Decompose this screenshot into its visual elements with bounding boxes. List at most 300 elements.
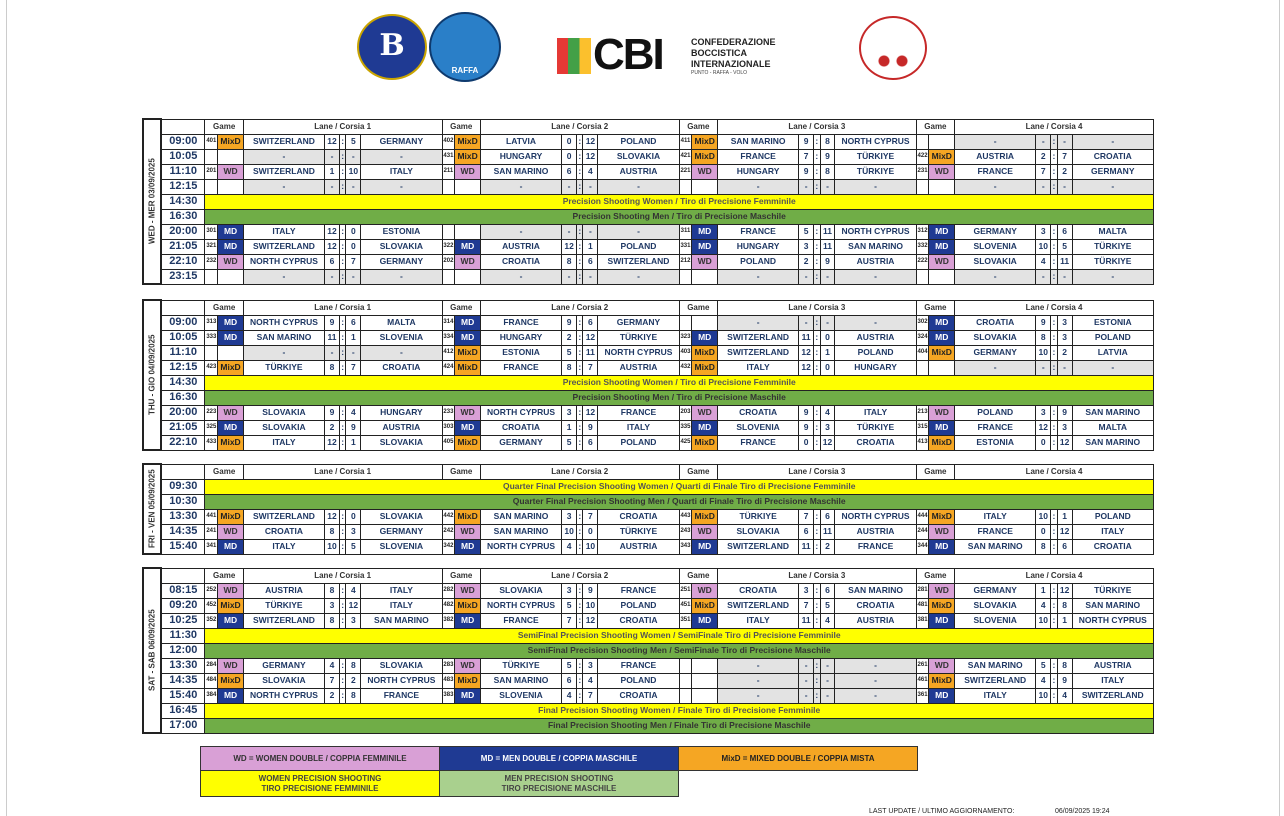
team-home: - [955, 269, 1036, 284]
schedule-row [143, 435, 1154, 450]
game-number: 481 [916, 598, 929, 613]
team-away: POLAND [598, 598, 679, 613]
score-separator: : [814, 239, 820, 254]
team-away: ESTONIA [361, 224, 442, 239]
schedule-row [143, 375, 1154, 390]
score-away: 5 [1057, 239, 1072, 254]
score-home: - [799, 658, 814, 673]
score-home: 8 [325, 613, 340, 628]
game-type-badge: MixD [455, 345, 481, 360]
game-type-badge: MD [929, 224, 955, 239]
game-type-badge: MD [218, 539, 244, 554]
score-separator: : [577, 673, 583, 688]
team-home: HUNGARY [480, 149, 561, 164]
team-home: - [718, 179, 799, 194]
team-home: SWITZERLAND [243, 164, 324, 179]
team-home: FRANCE [480, 613, 561, 628]
schedule-row [143, 598, 1154, 613]
score-home: 1 [325, 164, 340, 179]
game-number: 433 [205, 435, 218, 450]
game-type-badge [692, 315, 718, 330]
schedule-day-table [142, 567, 1154, 734]
score-away: 7 [583, 360, 598, 375]
score-home: 6 [562, 164, 577, 179]
game-type-badge: MD [455, 613, 481, 628]
team-home: NORTH CYPRUS [243, 688, 324, 703]
score-separator: : [339, 134, 345, 149]
game-number: 251 [679, 583, 692, 598]
game-number: 441 [205, 509, 218, 524]
game-header: Game [679, 119, 717, 134]
schedule-row [143, 179, 1154, 194]
game-type-badge: MD [455, 688, 481, 703]
team-away: CROATIA [598, 688, 679, 703]
game-type-badge: MD [692, 224, 718, 239]
score-separator: : [339, 509, 345, 524]
score-away: 6 [820, 583, 835, 598]
score-away: 0 [820, 360, 835, 375]
score-away: 7 [1057, 149, 1072, 164]
score-away: 9 [583, 420, 598, 435]
game-type-badge: MD [929, 330, 955, 345]
lane-header: Lane / Corsia 1 [243, 300, 442, 315]
game-number [679, 315, 692, 330]
score-separator: : [339, 330, 345, 345]
day-label: SAT - SAB 06/09/2025 [143, 568, 161, 733]
document-page [6, 0, 1280, 816]
game-number: 242 [442, 524, 455, 539]
score-away: - [583, 224, 598, 239]
game-type-badge [218, 269, 244, 284]
game-type-badge [929, 179, 955, 194]
game-number: 484 [205, 673, 218, 688]
score-separator: : [339, 420, 345, 435]
time-cell: 14:30 [161, 375, 205, 390]
time-cell: 16:45 [161, 703, 205, 718]
score-home: - [1036, 269, 1051, 284]
team-home: SLOVENIA [955, 239, 1036, 254]
score-home: 12 [325, 435, 340, 450]
game-type-badge: MD [929, 613, 955, 628]
time-cell: 15:40 [161, 539, 205, 554]
game-number: 351 [679, 613, 692, 628]
score-separator: : [577, 524, 583, 539]
team-away: SLOVAKIA [361, 509, 442, 524]
score-separator: : [1051, 134, 1057, 149]
score-separator: : [577, 315, 583, 330]
score-home: 0 [1036, 524, 1051, 539]
game-type-badge: MixD [455, 673, 481, 688]
score-away: - [820, 179, 835, 194]
score-separator: : [814, 330, 820, 345]
game-number: 443 [679, 509, 692, 524]
team-away: MALTA [1072, 224, 1153, 239]
game-number: 321 [205, 239, 218, 254]
score-away: 8 [1057, 598, 1072, 613]
team-home: NORTH CYPRUS [243, 315, 324, 330]
team-away: SLOVAKIA [361, 239, 442, 254]
score-separator: : [1051, 524, 1057, 539]
game-number [205, 149, 218, 164]
team-away: GERMANY [361, 524, 442, 539]
team-home: ITALY [243, 435, 324, 450]
time-cell: 10:05 [161, 149, 205, 164]
game-number: 403 [679, 345, 692, 360]
score-home: - [799, 269, 814, 284]
score-away: 2 [1057, 164, 1072, 179]
score-away: 12 [1057, 524, 1072, 539]
score-away: 3 [346, 524, 361, 539]
team-away: AUSTRIA [835, 613, 916, 628]
time-cell: 16:30 [161, 209, 205, 224]
team-home: - [243, 345, 324, 360]
score-away: 6 [1057, 224, 1072, 239]
game-number [442, 179, 455, 194]
time-cell: 09:30 [161, 479, 205, 494]
score-home: 3 [562, 405, 577, 420]
team-away: NORTH CYPRUS [598, 345, 679, 360]
lane-header: Lane / Corsia 4 [955, 119, 1154, 134]
game-type-badge: MixD [929, 598, 955, 613]
score-home: 4 [325, 658, 340, 673]
score-separator: : [339, 673, 345, 688]
score-away: 5 [346, 134, 361, 149]
day-label: WED - MER 03/09/2025 [143, 119, 161, 284]
score-home: - [1036, 360, 1051, 375]
score-home: 4 [562, 688, 577, 703]
team-home: ITALY [955, 509, 1036, 524]
team-away: CROATIA [598, 613, 679, 628]
game-type-badge: WD [218, 254, 244, 269]
score-away: - [820, 688, 835, 703]
game-type-badge: WD [929, 524, 955, 539]
score-separator: : [1051, 269, 1057, 284]
game-type-badge: MD [218, 330, 244, 345]
team-away: SAN MARINO [1072, 435, 1153, 450]
game-number: 325 [205, 420, 218, 435]
game-number: 311 [679, 224, 692, 239]
team-away: TÜRKIYE [1072, 239, 1153, 254]
game-number: 332 [916, 239, 929, 254]
lane-header: Lane / Corsia 3 [718, 568, 917, 583]
game-number: 312 [916, 224, 929, 239]
score-away: 1 [583, 239, 598, 254]
game-type-badge: MD [218, 688, 244, 703]
game-number: 211 [442, 164, 455, 179]
team-away: POLAND [598, 134, 679, 149]
score-home: 0 [562, 134, 577, 149]
score-separator: : [814, 673, 820, 688]
score-home: 12 [325, 239, 340, 254]
game-type-badge: WD [455, 405, 481, 420]
game-header: Game [916, 568, 954, 583]
score-home: 3 [1036, 224, 1051, 239]
game-type-badge: MixD [218, 598, 244, 613]
time-cell: 16:30 [161, 390, 205, 405]
score-home: 12 [325, 509, 340, 524]
game-type-badge: MD [455, 315, 481, 330]
game-number: 244 [916, 524, 929, 539]
score-home: 10 [1036, 509, 1051, 524]
score-away: 0 [820, 330, 835, 345]
game-type-badge: WD [218, 583, 244, 598]
team-home: - [955, 179, 1036, 194]
team-away: - [835, 673, 916, 688]
time-cell: 13:30 [161, 658, 205, 673]
score-home: 4 [1036, 598, 1051, 613]
score-away: 9 [1057, 405, 1072, 420]
team-home: POLAND [718, 254, 799, 269]
team-away: - [1072, 134, 1153, 149]
game-number: 334 [442, 330, 455, 345]
score-separator: : [577, 164, 583, 179]
team-home: FRANCE [955, 420, 1036, 435]
time-cell: 10:05 [161, 330, 205, 345]
team-home: ITALY [243, 224, 324, 239]
team-home: SWITZERLAND [718, 598, 799, 613]
score-separator: : [577, 254, 583, 269]
game-number: 384 [205, 688, 218, 703]
game-type-badge [218, 149, 244, 164]
team-home: CROATIA [718, 405, 799, 420]
team-home: CROATIA [955, 315, 1036, 330]
score-separator: : [814, 613, 820, 628]
score-home: - [325, 179, 340, 194]
game-number [679, 269, 692, 284]
game-number: 284 [205, 658, 218, 673]
score-home: 4 [562, 539, 577, 554]
game-type-badge: MixD [218, 435, 244, 450]
score-separator: : [814, 658, 820, 673]
schedule-row [143, 643, 1154, 658]
score-away: 11 [820, 524, 835, 539]
game-type-badge: WD [692, 164, 718, 179]
score-away: 1 [1057, 509, 1072, 524]
team-away: SLOVAKIA [361, 658, 442, 673]
game-type-badge: MixD [929, 509, 955, 524]
score-away: 3 [1057, 315, 1072, 330]
score-separator: : [1051, 330, 1057, 345]
game-number: 411 [679, 134, 692, 149]
score-separator: : [339, 179, 345, 194]
time-cell: 11:10 [161, 164, 205, 179]
game-number: 404 [916, 345, 929, 360]
score-away: 6 [820, 509, 835, 524]
team-away: ITALY [361, 598, 442, 613]
schedule-row [143, 360, 1154, 375]
score-separator: : [577, 149, 583, 164]
precision-men-band: SemiFinal Precision Shooting Men / SemiFinale Tiro di Precisione Maschile [205, 643, 1154, 658]
day-label: THU - GIO 04/09/2025 [143, 300, 161, 450]
score-away: - [1057, 134, 1072, 149]
schedule-row [143, 405, 1154, 420]
score-away: 9 [1057, 673, 1072, 688]
score-home: 12 [562, 239, 577, 254]
game-type-badge: MD [929, 688, 955, 703]
precision-women-band: SemiFinal Precision Shooting Women / SemiFinale Tiro di Precisione Femminile [205, 628, 1154, 643]
game-number [205, 269, 218, 284]
legend-md: MD = MEN DOUBLE / COPPIA MASCHILE [440, 747, 679, 771]
score-home: 2 [325, 420, 340, 435]
game-type-badge: MD [455, 239, 481, 254]
team-home: SAN MARINO [480, 524, 561, 539]
time-cell: 22:10 [161, 254, 205, 269]
game-type-badge: MixD [692, 598, 718, 613]
score-separator: : [1051, 405, 1057, 420]
team-away: ITALY [598, 420, 679, 435]
team-away: SAN MARINO [1072, 405, 1153, 420]
score-home: 0 [799, 435, 814, 450]
score-separator: : [577, 239, 583, 254]
score-home: 10 [1036, 688, 1051, 703]
game-number: 413 [916, 435, 929, 450]
team-home: SWITZERLAND [718, 539, 799, 554]
score-away: 9 [583, 583, 598, 598]
score-away: 8 [346, 688, 361, 703]
game-number: 432 [679, 360, 692, 375]
game-number [205, 179, 218, 194]
lane-header: Lane / Corsia 3 [718, 300, 917, 315]
game-number [442, 224, 455, 239]
score-separator: : [1051, 688, 1057, 703]
team-away: TÜRKIYE [835, 149, 916, 164]
score-home: 4 [1036, 673, 1051, 688]
score-separator: : [577, 583, 583, 598]
schedule-row [143, 224, 1154, 239]
team-away: - [361, 179, 442, 194]
score-away: 3 [346, 613, 361, 628]
game-number: 281 [916, 583, 929, 598]
score-home: - [562, 179, 577, 194]
game-type-badge: MixD [692, 345, 718, 360]
team-home: GERMANY [955, 224, 1036, 239]
time-cell: 13:30 [161, 509, 205, 524]
team-home: ITALY [718, 613, 799, 628]
team-away: CROATIA [835, 435, 916, 450]
team-away: GERMANY [598, 315, 679, 330]
game-type-badge: MixD [455, 598, 481, 613]
game-number [679, 673, 692, 688]
team-home: NORTH CYPRUS [480, 405, 561, 420]
game-number: 233 [442, 405, 455, 420]
score-home: 8 [562, 360, 577, 375]
game-number: 282 [442, 583, 455, 598]
score-separator: : [1051, 613, 1057, 628]
lane-header: Lane / Corsia 3 [718, 464, 917, 479]
game-number: 381 [916, 613, 929, 628]
team-away: CROATIA [1072, 149, 1153, 164]
game-type-badge: WD [218, 405, 244, 420]
game-number: 335 [679, 420, 692, 435]
game-type-badge: MD [692, 420, 718, 435]
schedule-row [143, 209, 1154, 224]
score-away: 6 [583, 254, 598, 269]
score-home: 9 [562, 315, 577, 330]
team-away: - [361, 345, 442, 360]
team-away: SWITZERLAND [598, 254, 679, 269]
score-home: 3 [562, 509, 577, 524]
time-cell: 12:00 [161, 643, 205, 658]
score-separator: : [577, 688, 583, 703]
team-home: SAN MARINO [955, 658, 1036, 673]
team-away: POLAND [598, 239, 679, 254]
score-away: 4 [820, 613, 835, 628]
team-home: SAN MARINO [718, 134, 799, 149]
score-away: 0 [346, 224, 361, 239]
team-home: AUSTRIA [955, 149, 1036, 164]
score-home: 8 [1036, 539, 1051, 554]
game-type-badge [455, 224, 481, 239]
team-away: AUSTRIA [835, 254, 916, 269]
score-away: 10 [583, 598, 598, 613]
schedule-row [143, 134, 1154, 149]
team-away: - [835, 179, 916, 194]
team-away: SLOVAKIA [598, 149, 679, 164]
team-away: - [1072, 360, 1153, 375]
score-away: 5 [346, 539, 361, 554]
game-type-badge: MD [218, 239, 244, 254]
score-home: 10 [1036, 345, 1051, 360]
game-number: 425 [679, 435, 692, 450]
score-away: - [820, 315, 835, 330]
game-number: 424 [442, 360, 455, 375]
score-away: 3 [1057, 330, 1072, 345]
team-away: TÜRKIYE [598, 330, 679, 345]
score-away: - [820, 658, 835, 673]
score-away: 12 [583, 405, 598, 420]
score-home: 9 [799, 405, 814, 420]
team-away: CROATIA [835, 598, 916, 613]
game-type-badge: MixD [218, 509, 244, 524]
score-separator: : [814, 539, 820, 554]
team-home: - [955, 134, 1036, 149]
score-separator: : [339, 435, 345, 450]
game-number: 252 [205, 583, 218, 598]
score-home: 9 [799, 134, 814, 149]
game-type-badge: MD [218, 224, 244, 239]
score-home: 7 [325, 673, 340, 688]
score-away: 6 [583, 315, 598, 330]
score-home: 9 [799, 164, 814, 179]
game-type-badge: WD [929, 583, 955, 598]
team-away: SAN MARINO [1072, 598, 1153, 613]
game-number [679, 688, 692, 703]
lane-header: Lane / Corsia 1 [243, 464, 442, 479]
score-separator: : [814, 269, 820, 284]
lane-header: Lane / Corsia 4 [955, 300, 1154, 315]
score-home: - [799, 179, 814, 194]
game-type-badge: MD [692, 613, 718, 628]
game-number [205, 345, 218, 360]
team-home: CROATIA [480, 420, 561, 435]
game-number [442, 269, 455, 284]
score-home: 1 [1036, 583, 1051, 598]
score-separator: : [1051, 254, 1057, 269]
header-row [143, 119, 1154, 134]
score-home: 10 [1036, 239, 1051, 254]
team-away: AUSTRIA [598, 539, 679, 554]
score-away: - [346, 345, 361, 360]
precision-women-band: Precision Shooting Women / Tiro di Precisione Femminile [205, 375, 1154, 390]
team-home: - [955, 360, 1036, 375]
score-separator: : [814, 315, 820, 330]
schedule-row [143, 718, 1154, 733]
european-boules-logo: B [357, 14, 427, 80]
score-away: 12 [583, 149, 598, 164]
team-away: POLAND [1072, 509, 1153, 524]
score-away: 4 [346, 405, 361, 420]
game-type-badge: MD [218, 613, 244, 628]
